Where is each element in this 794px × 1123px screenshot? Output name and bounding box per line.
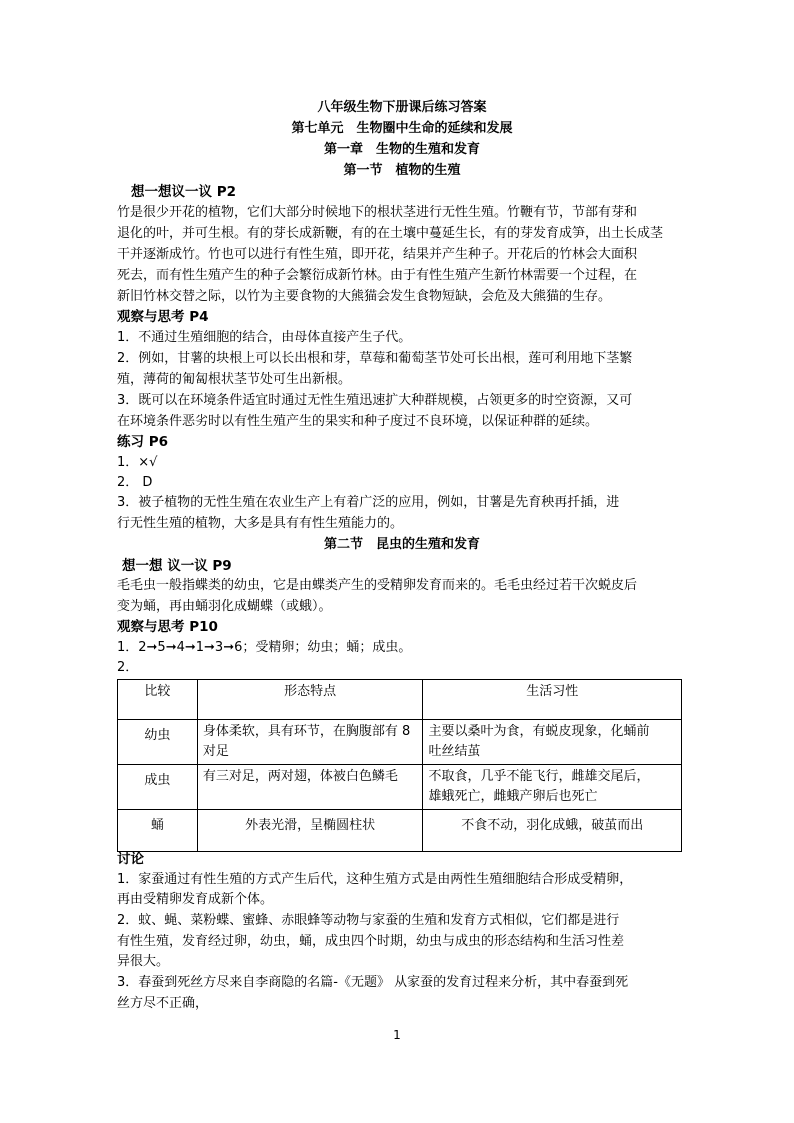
s1-observe-line: 殖，薄荷的匍匐根状茎节处可生出新根。 [117, 372, 352, 387]
table-cell-habit [423, 810, 682, 852]
cell-line: 雄蛾死亡，雌蛾产卵后也死亡 [428, 789, 598, 804]
table-cell-form [197, 765, 423, 810]
s1-exercise-line: 3．被子植物的无性生殖在农业生产上有着广泛的应用，例如，甘薯是先育秧再扦插，进 [117, 495, 620, 510]
section1-title: 第一节 植物的生殖 [343, 163, 461, 178]
cell-line: 身体柔软，具有环节，在胸腹部有 8 [202, 724, 411, 739]
s1-heading-think: 想一想议一议 P2 [131, 184, 236, 200]
table-row [118, 810, 682, 852]
s2-heading-discuss: 讨论 [117, 851, 144, 867]
cell-line: 对足 [202, 744, 229, 759]
table-row [118, 765, 682, 810]
s1-paragraph-line: 退化的叶，并可生根。有的芽长成新鞭，有的在土壤中蔓延生长，有的芽发育成笋，出土长成茎 [117, 226, 664, 241]
s1-exercise-line: 2． D [117, 475, 153, 490]
s1-heading-observe: 观察与思考 P4 [117, 309, 209, 325]
cell-line: 有三对足，两对翅，体被白色鳞毛 [202, 769, 398, 784]
table-header-row [118, 680, 682, 720]
s1-observe-line: 2．例如，甘薯的块根上可以长出根和芽，草莓和葡萄茎节处可长出根，莲可利用地下茎繁 [117, 351, 633, 366]
cell-line: 吐丝结茧 [428, 744, 481, 759]
comparison-table [117, 679, 682, 852]
document-title: 八年级生物下册课后练习答案 [317, 100, 487, 115]
cell-line: 主要以桑叶为食，有蜕皮现象，化蛹前 [428, 724, 650, 739]
s2-paragraph-line: 毛毛虫一般指蝶类的幼虫，它是由蝶类产生的受精卵发育而来的。毛毛虫经过若干次蜕皮后 [117, 578, 638, 593]
section2-title: 第二节 昆虫的生殖和发育 [323, 537, 480, 552]
s1-exercise-line: 1．×√ [117, 455, 158, 470]
table-cell-stage: 蛹 [118, 810, 198, 852]
s1-heading-exercise: 练习 P6 [117, 434, 168, 450]
cell-line: 不取食，几乎不能飞行，雌雄交尾后， [428, 769, 650, 784]
s2-discuss-line: 有性生殖，发育经过卵，幼虫，蛹，成虫四个时期，幼虫与成虫的形态结构和生活习性差 [117, 934, 625, 949]
unit-title: 第七单元 生物圈中生命的延续和发展 [291, 121, 513, 136]
table-cell-habit [423, 720, 682, 765]
s1-observe-line: 1．不通过生殖细胞的结合，由母体直接产生子代。 [117, 330, 412, 345]
cell-line: 不食不动，羽化成蛾，破茧而出 [461, 818, 644, 833]
s2-observe-line-2: 2． [117, 660, 139, 675]
table-cell-stage: 幼虫 [118, 720, 198, 765]
page-number: 1 [393, 1028, 401, 1042]
s1-observe-line: 在环境条件恶劣时以有性生殖产生的果实和种子度过不良环境，以保证种群的延续。 [117, 414, 599, 429]
table-cell-form [197, 810, 423, 852]
table-header: 比较 [118, 680, 198, 720]
s2-discuss-line: 丝方尽不正确， [117, 996, 209, 1011]
s2-discuss-line: 异很大。 [117, 954, 170, 969]
s2-observe-line-1: 1．2➞5➞4➞1➞3➞6；受精卵；幼虫；蛹；成虫。 [117, 640, 412, 655]
table-cell-form [197, 720, 423, 765]
s2-discuss-line: 3．春蚕到死丝方尽来自李商隐的名篇-《无题》 从家蚕的发育过程来分析，其中春蚕到死 [117, 975, 629, 990]
table-header: 形态特点 [197, 680, 423, 720]
s2-discuss-line: 2．蚊、蝇、菜粉蝶、蜜蜂、赤眼蜂等动物与家蚕的生殖和发育方式相似，它们都是进行 [117, 913, 620, 928]
table-cell-habit [423, 765, 682, 810]
s1-paragraph-line: 新旧竹林交替之际，以竹为主要食物的大熊猫会发生食物短缺，会危及大熊猫的生存。 [117, 289, 612, 304]
s1-paragraph-line: 竹是很少开花的植物，它们大部分时候地下的根状茎进行无性生殖。竹鞭有节，节部有芽和 [117, 205, 638, 220]
s1-paragraph-line: 干并逐渐成竹。竹也可以进行有性生殖，即开花，结果并产生种子。开花后的竹林会大面积 [117, 247, 638, 262]
s2-paragraph-line: 变为蛹，再由蛹羽化成蝴蝶（或蛾）。 [117, 599, 332, 614]
chapter-title: 第一章 生物的生殖和发育 [323, 142, 480, 157]
cell-line: 外表光滑，呈椭圆柱状 [245, 818, 376, 833]
s1-exercise-line: 行无性生殖的植物，大多是具有有性生殖能力的。 [117, 516, 404, 531]
s2-heading-think: 想一想 议一议 P9 [122, 558, 232, 574]
s1-paragraph-line: 死去，而有性生殖产生的种子会繁衍成新竹林。由于有性生殖产生新竹林需要一个过程，在 [117, 268, 638, 283]
table-cell-stage: 成虫 [118, 765, 198, 810]
table-header: 生活习性 [423, 680, 682, 720]
s1-observe-line: 3．既可以在环境条件适宜时通过无性生殖迅速扩大种群规模，占领更多的时空资源，又可 [117, 393, 633, 408]
s2-discuss-line: 再由受精卵发育成新个体。 [117, 892, 274, 907]
s2-discuss-line: 1．家蚕通过有性生殖的方式产生后代，这种生殖方式是由两性生殖细胞结合形成受精卵， [117, 872, 633, 887]
table-row [118, 720, 682, 765]
s2-heading-observe: 观察与思考 P10 [117, 619, 218, 635]
